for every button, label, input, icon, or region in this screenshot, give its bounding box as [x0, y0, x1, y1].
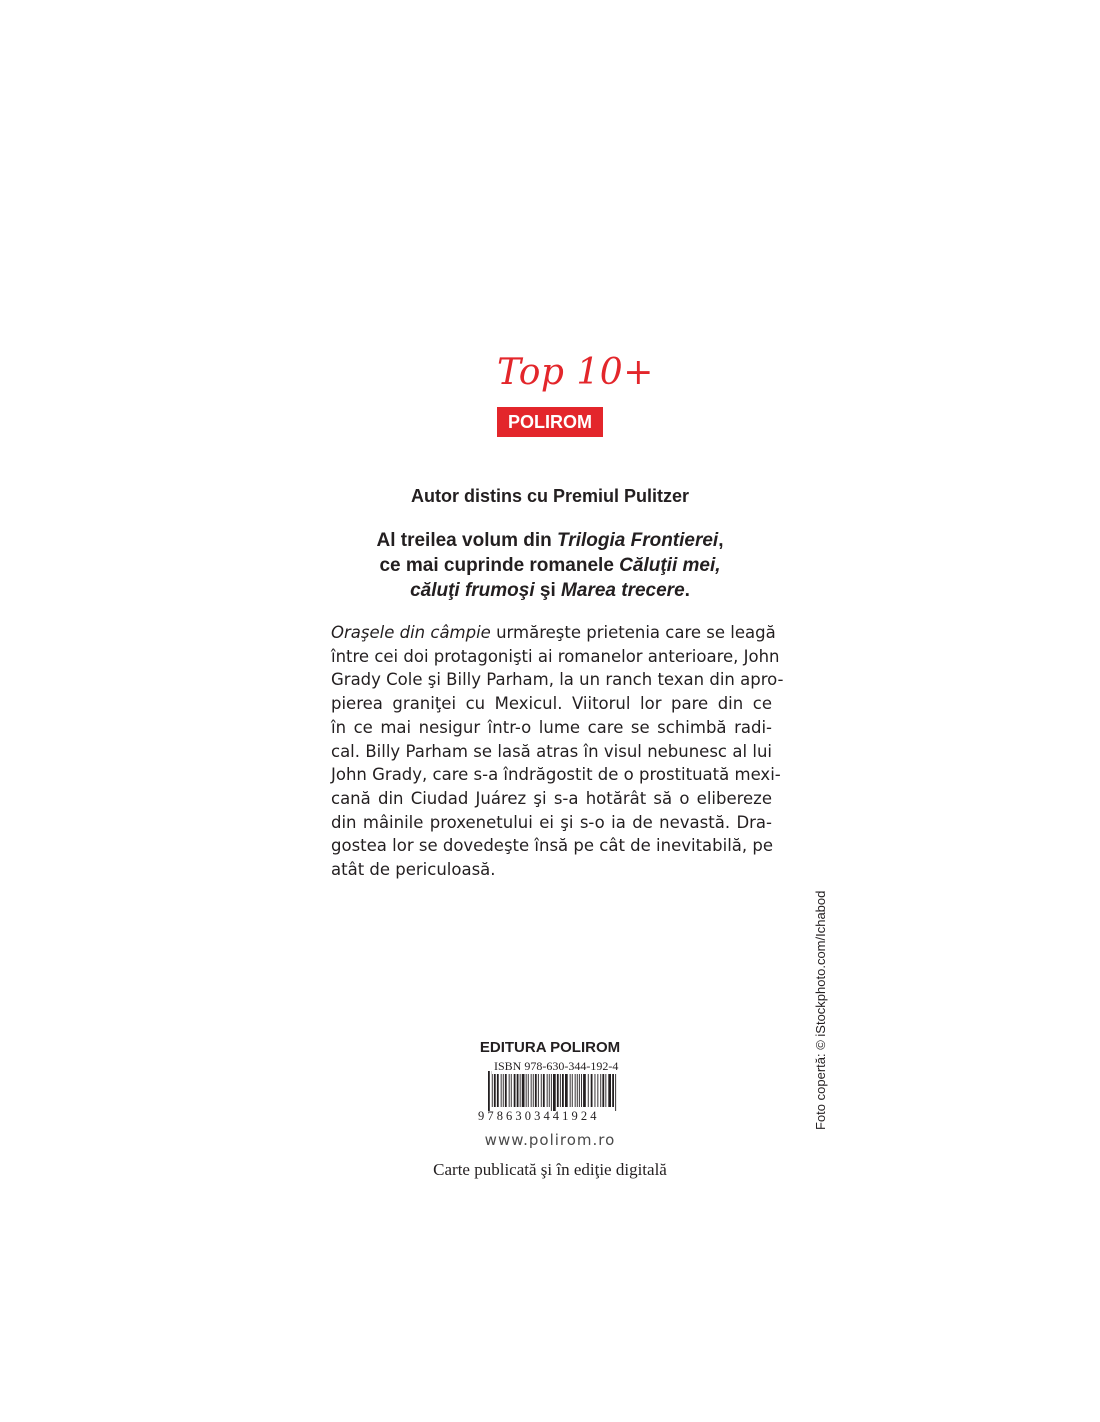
- barcode-bar: [497, 1071, 499, 1107]
- barcode-bar: [494, 1071, 496, 1107]
- blurb-text: în ce mai nesigur într-o lume care se schimbă radi-: [331, 717, 772, 737]
- blurb-line: [331, 716, 772, 740]
- barcode-bar: [526, 1071, 527, 1107]
- barcode-bar: [577, 1071, 578, 1107]
- barcode-bar: [597, 1071, 598, 1107]
- barcode-bar: [514, 1071, 516, 1107]
- trilogy-text-segment: Căluţii mei,: [619, 555, 721, 576]
- blurb-line: [331, 834, 772, 858]
- trilogy-text-segment: Marea trecere: [561, 580, 685, 601]
- barcode-bar: [602, 1071, 604, 1107]
- blurb-line: [331, 763, 781, 787]
- barcode-bar: [551, 1071, 552, 1111]
- polirom-logo-badge: POLIROM: [497, 407, 603, 437]
- blurb-text: gostea lor se dovedeşte însă pe cât de inevitabilă, pe: [331, 836, 774, 856]
- trilogy-line: [0, 528, 1100, 553]
- isbn-text: ISBN 978-630-344-192-4: [494, 1059, 619, 1073]
- blurb-line: [331, 668, 784, 692]
- barcode-bar: [543, 1071, 545, 1107]
- blurb-text: cal. Billy Parham se lasă atras în visul nebunesc al lui: [331, 741, 772, 761]
- blurb-line: [331, 811, 772, 835]
- barcode-bar: [509, 1071, 510, 1107]
- trilogy-text-segment: căluţi frumoşi: [410, 580, 535, 601]
- blurb-text: pierea graniţei cu Mexicul. Viitorul lor pare din ce: [331, 694, 772, 714]
- barcode-bar: [488, 1071, 490, 1111]
- barcode-bar: [600, 1071, 601, 1107]
- top10-logo: Top 10+: [497, 352, 654, 393]
- trilogy-text-segment: Al treilea volum din: [376, 530, 558, 551]
- barcode-bar: [591, 1071, 593, 1107]
- trilogy-text-segment: ,: [718, 530, 724, 551]
- barcode-bar: [605, 1071, 606, 1107]
- blurb-line: [331, 692, 772, 716]
- barcode-bar: [579, 1071, 580, 1107]
- blurb-text: urmăreşte prietenia care se leagă: [490, 623, 776, 642]
- barcode-bar: [522, 1071, 525, 1107]
- barcode-bar: [557, 1071, 559, 1107]
- barcode-bar: [565, 1071, 568, 1107]
- barcode-bar: [541, 1071, 542, 1107]
- barcode-bar: [492, 1071, 493, 1107]
- barcode-bar: [588, 1071, 589, 1107]
- barcode-bar: [553, 1071, 556, 1111]
- barcode-bar: [570, 1071, 571, 1107]
- barcode-bar: [549, 1071, 550, 1107]
- ean-digits: 9786303441924: [478, 1109, 600, 1123]
- blurb-text: între cei doi protagonişti ai romanelor anterioare, John: [331, 646, 780, 666]
- barcode-bar: [528, 1071, 529, 1107]
- photo-credit: [812, 885, 830, 1130]
- barcode-bar: [503, 1071, 504, 1107]
- barcode-bar: [575, 1071, 576, 1107]
- blurb-line: [331, 645, 780, 669]
- book-title-italic: Oraşele din câmpie: [331, 623, 491, 642]
- trilogy-text-segment: ce mai cuprinde romanele: [379, 555, 620, 576]
- barcode-bar: [535, 1071, 537, 1107]
- blurb-text: John Grady, care s-a îndrăgostit de o prostituată mexi-: [331, 765, 781, 785]
- barcode-bar: [538, 1071, 539, 1107]
- barcode-bar: [517, 1071, 519, 1107]
- trilogy-description: [0, 528, 1100, 603]
- trilogy-line: [0, 578, 1100, 603]
- barcode-bar: [581, 1071, 582, 1107]
- barcode-bar: [531, 1071, 532, 1107]
- trilogy-text-segment: Trilogia Frontierei: [557, 530, 719, 551]
- barcode-bar: [560, 1071, 561, 1107]
- barcode-bar: [511, 1071, 512, 1107]
- blurb-text: cană din Ciudad Juárez şi s-a hotărât să o elibereze: [331, 788, 772, 808]
- barcode-bar: [572, 1071, 573, 1107]
- barcode-bar: [501, 1071, 502, 1107]
- photo-credit-text: Foto copertă: © iStockphoto.com/Ichabod: [813, 890, 828, 1130]
- blurb-text: Grady Cole şi Billy Parham, la un ranch texan din apro-: [331, 670, 784, 690]
- barcode-bar: [505, 1071, 507, 1107]
- blurb-text: atât de periculoasă.: [331, 860, 496, 880]
- barcode-bar: [533, 1071, 534, 1107]
- trilogy-text-segment: şi: [534, 580, 562, 601]
- publisher-name: EDITURA POLIROM: [479, 1039, 621, 1056]
- blurb-line: [331, 621, 776, 645]
- blurb-line: [331, 858, 772, 882]
- blurb-line: [331, 740, 772, 764]
- blurb-line: [331, 787, 772, 811]
- barcode-bar: [612, 1071, 614, 1107]
- barcode-bar: [520, 1071, 521, 1107]
- trilogy-line: [0, 553, 1100, 578]
- isbn-barcode: [478, 1057, 623, 1129]
- barcode-bar: [615, 1071, 616, 1111]
- barcode-bar: [547, 1071, 548, 1107]
- trilogy-text-segment: .: [684, 580, 690, 601]
- barcode-bar: [562, 1071, 564, 1107]
- barcode-bar: [595, 1071, 596, 1107]
- award-line: Autor distins cu Premiul Pulitzer: [410, 486, 690, 506]
- barcode-bar: [608, 1071, 611, 1107]
- barcode-bar: [583, 1071, 586, 1107]
- digital-edition-note: Carte publicată şi în ediţie digitală: [433, 1160, 667, 1179]
- book-blurb: [331, 621, 784, 882]
- website-url: www.polirom.ro: [484, 1131, 616, 1149]
- blurb-text: din mâinile proxenetului ei şi s-o ia de nevastă. Dra-: [331, 812, 772, 832]
